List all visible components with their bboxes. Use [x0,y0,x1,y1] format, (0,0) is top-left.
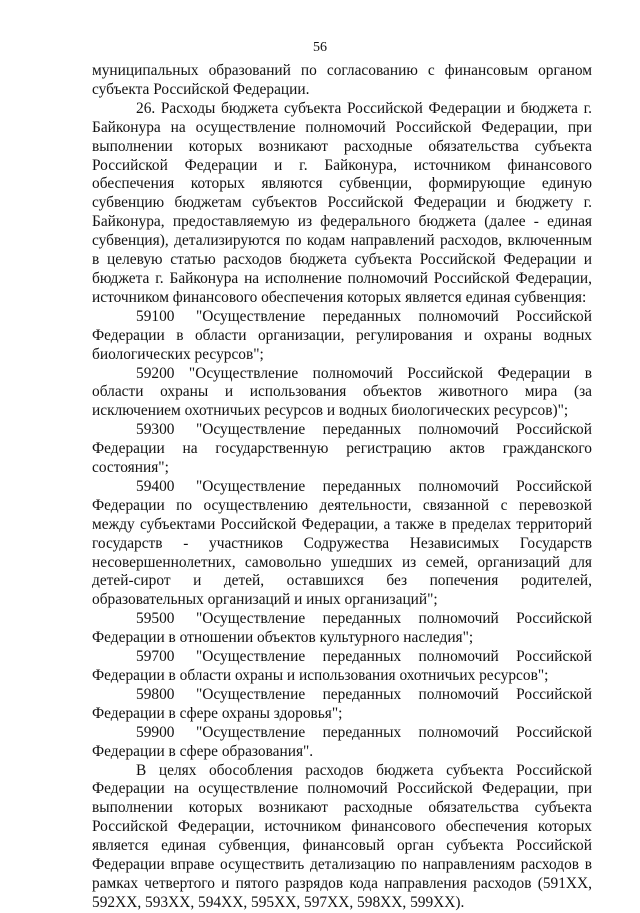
code-number: 59500 [136,610,175,628]
code-item-59200 [92,365,592,422]
paragraph-26: 26. Расходы бюджета субъекта Российской Федерации и бюджета г. Байконура на осуществление полномочий Российской Федерации, при выполнении которых возникают расходные обязательства субъекта Российской Федерации и г. Байконура, источником финансового обеспечения которых являются субвенции, формирующие единую субвенцию бюджетам субъектов Российской Федерации и бюджету г. Байконура, предоставляемую из федерального бюджета (далее - единая субвенция), детализируются по кодам направлений расходов, включенным в целевую статью расходов бюджета субъекта Российской Федерации и бюджета г. Байконура на исполнение полномочий Российской Федерации, источником финансового обеспечения которых является единая субвенция: [92,99,592,306]
code-number: 59900 [136,723,175,741]
code-number: 59300 [136,421,175,439]
document-body [92,62,592,913]
code-item-59400 [92,478,592,610]
code-item-59300 [92,421,592,478]
code-description: "Осуществление переданных полномочий Российской Федерации по осуществлению деятельности, связанной с перевозкой между субъектами Российской Федерации, а также в пределах территорий государств - участников Содружества Независимых Государств несовершеннолетних, самовольно ушедших из семей, организаций для детей-сирот и детей, оставшихся без попечения родителей, образовательных организаций и иных организаций"; [92,477,592,609]
code-description: "Осуществление переданных полномочий Российской Федерации в отношении объектов культурного наследия"; [92,610,592,647]
page-number: 56 [313,40,327,55]
code-description: "Осуществление полномочий Российской Федерации в области охраны и использования объектов животного мира (за исключением охотничьих ресурсов и водных биологических ресурсов)"; [92,364,592,420]
code-description: "Осуществление переданных полномочий Российской Федерации на государственную регистрацию актов гражданского состояния"; [92,421,592,477]
code-item-59500 [92,610,592,648]
code-number: 59100 [136,307,175,325]
code-description: "Осуществление переданных полномочий Российской Федерации в сфере охраны здоровья"; [92,685,592,722]
code-item-59100 [92,308,592,365]
code-number: 59400 [136,477,175,495]
paragraph-continuation: муниципальных образований по согласованию с финансовым органом субъекта Российской Федерации. [92,62,592,98]
paragraph-final: В целях обособления расходов бюджета субъекта Российской Федерации на осуществление полномочий Российской Федерации, при выполнении которых возникают расходные обязательства субъекта Российской Федерации, источником финансового обеспечения которых является единая субвенция, финансовый орган субъекта Российской Федерации вправе осуществить детализацию по направлениям расходов в рамках четвертого и пятого разрядов кода направления расходов (591XX, 592XX, 593XX, 594XX, 595XX, 597XX, 598XX, 599XX). [92,761,592,911]
code-number: 59200 [136,364,175,382]
code-number: 59700 [136,648,175,666]
code-description: "Осуществление переданных полномочий Российской Федерации в области охраны и использования охотничьих ресурсов"; [92,648,592,684]
code-item-59800 [92,686,592,724]
code-description: "Осуществление переданных полномочий Российской Федерации в области организации, регулирования и охраны водных биологических ресурсов"; [92,307,592,363]
code-item-59900 [92,724,592,762]
code-description: "Осуществление переданных полномочий Российской Федерации в сфере образования". [92,723,592,760]
code-number: 59800 [136,685,175,703]
code-item-59700 [92,648,592,686]
